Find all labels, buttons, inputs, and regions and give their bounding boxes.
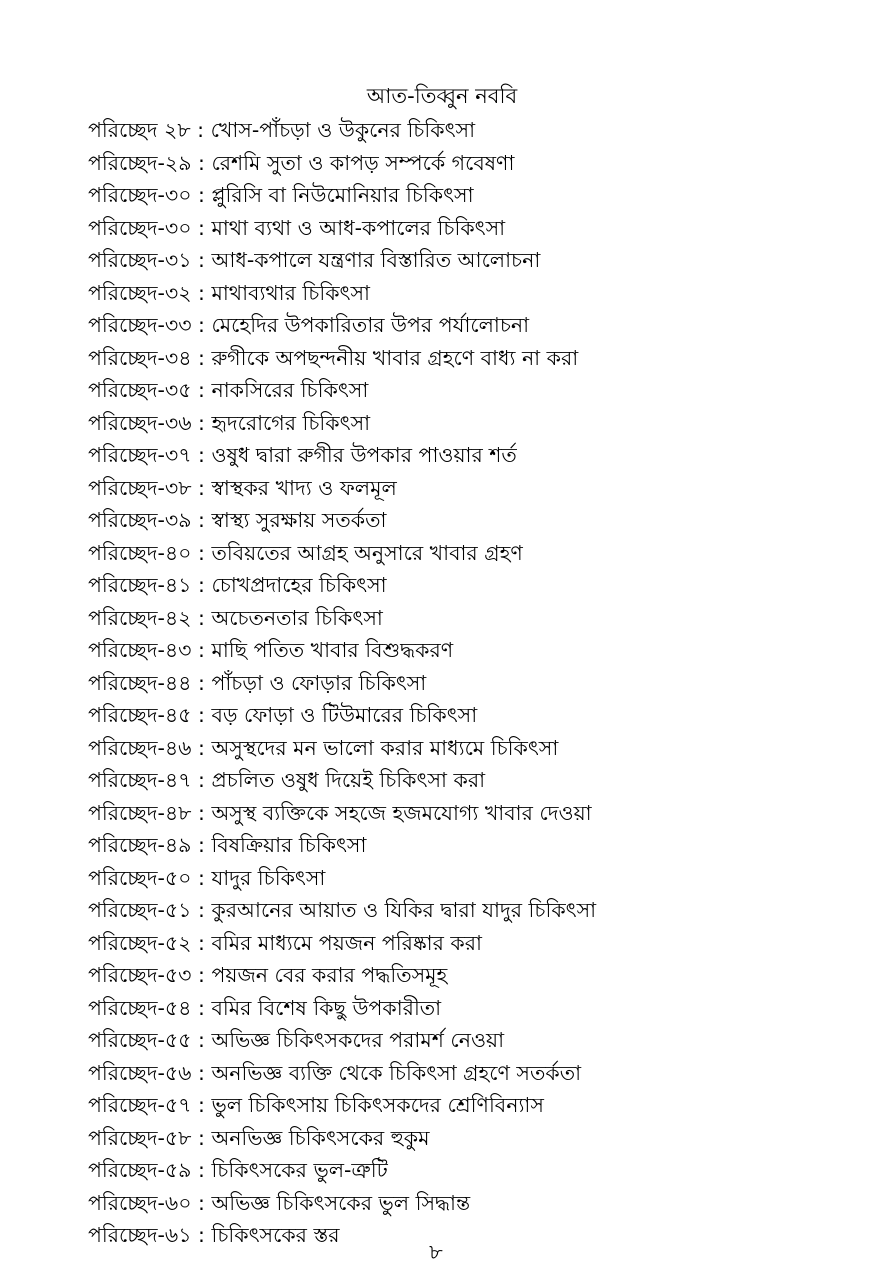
chapter-title: বিষক্রিয়ার চিকিৎসা — [211, 833, 367, 857]
chapter-separator: : — [191, 605, 212, 630]
chapter-label: পরিচ্ছেদ-৩৯ — [88, 508, 192, 532]
chapter-separator: : — [191, 638, 212, 662]
chapter-label: পরিচ্ছেদ-৩৪ — [88, 345, 192, 370]
chapter-title: চিকিৎসকের স্তর — [211, 1223, 340, 1247]
chapter-title: প্লুরিসি বা নিউমোনিয়ার চিকিৎসা — [211, 183, 474, 207]
toc-entry — [88, 829, 848, 862]
toc-entry — [88, 667, 848, 700]
chapter-label: পরিচ্ছেদ-৩০ — [88, 215, 192, 240]
toc-entry — [88, 732, 848, 765]
chapter-separator: : — [191, 735, 212, 760]
toc-entry — [88, 114, 848, 147]
toc-entry — [88, 1187, 848, 1220]
chapter-label: পরিচ্ছেদ-৩৮ — [88, 475, 192, 500]
chapter-title: অনভিজ্ঞ চিকিৎসকের হুকুম — [211, 1125, 430, 1150]
toc-entry — [88, 602, 848, 635]
toc-entry — [88, 959, 848, 992]
chapter-title: পাঁচড়া ও ফোড়ার চিকিৎসা — [211, 670, 427, 695]
chapter-label: পরিচ্ছেদ-৩৩ — [88, 313, 192, 337]
running-header: আত-তিব্বুন নববি — [366, 84, 518, 108]
chapter-separator: : — [191, 1125, 212, 1150]
chapter-title: চিকিৎসকের ভুল-ত্রুটি — [211, 1158, 388, 1182]
chapter-title: অসুস্থদের মন ভালো করার মাধ্যমে চিকিৎসা — [211, 735, 559, 760]
chapter-separator: : — [191, 508, 212, 532]
toc-entry — [88, 309, 848, 342]
chapter-label: পরিচ্ছেদ-৫২ — [88, 930, 192, 955]
chapter-title: অসুস্থ ব্যক্তিকে সহজে হজমযোগ্য খাবার দেওয়া — [211, 800, 592, 825]
chapter-separator: : — [191, 573, 212, 597]
chapter-label: পরিচ্ছেদ-৩০ — [88, 183, 192, 207]
chapter-label: পরিচ্ছেদ-৫০ — [88, 865, 192, 890]
toc-entry — [88, 179, 848, 212]
chapter-separator: : — [191, 475, 212, 500]
chapter-label: পরিচ্ছেদ-৪৩ — [88, 638, 192, 662]
chapter-label: পরিচ্ছেদ-৪৮ — [88, 800, 192, 825]
toc-entry — [88, 374, 848, 407]
chapter-separator: : — [191, 703, 212, 727]
toc-entry — [88, 1154, 848, 1187]
chapter-separator: : — [191, 313, 212, 337]
chapter-label: পরিচ্ছেদ-৫৯ — [88, 1158, 192, 1182]
chapter-separator: : — [191, 1158, 212, 1182]
chapter-separator: : — [191, 378, 212, 402]
chapter-title: হৃদরোগের চিকিৎসা — [211, 410, 371, 435]
toc-entry — [88, 1057, 848, 1090]
chapter-label: পরিচ্ছেদ ২৮ — [88, 118, 191, 142]
chapter-separator: : — [191, 898, 212, 922]
chapter-separator: : — [191, 1223, 212, 1247]
chapter-label: পরিচ্ছেদ-৫১ — [88, 898, 192, 922]
toc-entry — [88, 1122, 848, 1155]
chapter-separator: : — [191, 183, 212, 207]
chapter-label: পরিচ্ছেদ-৩৫ — [88, 378, 192, 402]
chapter-label: পরিচ্ছেদ-৫৫ — [88, 1028, 192, 1052]
toc-entry — [88, 1024, 848, 1057]
toc-entry — [88, 407, 848, 440]
chapter-separator: : — [191, 1060, 212, 1085]
chapter-title: বমির বিশেষ কিছু উপকারীতা — [211, 995, 442, 1020]
chapter-title: মাছি পতিত খাবার বিশুদ্ধকরণ — [211, 638, 454, 662]
chapter-label: পরিচ্ছেদ-৪৭ — [88, 768, 192, 792]
chapter-separator: : — [191, 1190, 212, 1215]
chapter-separator: : — [191, 1028, 212, 1052]
toc-entry — [88, 569, 848, 602]
toc-entry — [88, 927, 848, 960]
toc-entry — [88, 634, 848, 667]
chapter-label: পরিচ্ছেদ-৩১ — [88, 248, 192, 272]
chapter-separator: : — [191, 410, 212, 435]
chapter-title: বড় ফোড়া ও টিউমারের চিকিৎসা — [211, 703, 478, 727]
toc-entry — [88, 212, 848, 245]
chapter-label: পরিচ্ছেদ-৫৩ — [88, 963, 192, 987]
toc-entry — [88, 342, 848, 375]
chapter-label: পরিচ্ছেদ-৩৭ — [88, 443, 192, 467]
chapter-title: ভুল চিকিৎসায় চিকিৎসকদের শ্রেণিবিন্যাস — [211, 1093, 544, 1117]
chapter-label: পরিচ্ছেদ-৬০ — [88, 1190, 192, 1215]
chapter-title: রুগীকে অপছন্দনীয় খাবার গ্রহণে বাধ্য না করা — [211, 345, 579, 370]
chapter-separator: : — [191, 865, 212, 890]
toc-entry — [88, 992, 848, 1025]
chapter-title: মেহেদির উপকারিতার উপর পর্যালোচনা — [211, 313, 530, 337]
chapter-title: চোখপ্রদাহের চিকিৎসা — [211, 573, 387, 597]
chapter-label: পরিচ্ছেদ-৬১ — [88, 1223, 192, 1247]
chapter-separator: : — [191, 1093, 212, 1117]
chapter-separator: : — [191, 930, 212, 955]
toc-entry — [88, 277, 848, 310]
chapter-label: পরিচ্ছেদ-২৯ — [88, 150, 192, 175]
page-number: ৮ — [429, 1240, 443, 1264]
chapter-separator: : — [190, 118, 211, 142]
chapter-title: বমির মাধ্যমে পয়জন পরিষ্কার করা — [211, 930, 482, 955]
toc-entry — [88, 537, 848, 570]
chapter-title: নাকসিরের চিকিৎসা — [211, 378, 369, 402]
chapter-label: পরিচ্ছেদ-৪০ — [88, 540, 192, 565]
chapter-separator: : — [191, 150, 212, 175]
toc-entry — [88, 764, 848, 797]
chapter-separator: : — [191, 248, 212, 272]
chapter-title: অভিজ্ঞ চিকিৎসকের ভুল সিদ্ধান্ত — [211, 1190, 471, 1215]
chapter-title: যাদুর চিকিৎসা — [211, 865, 326, 890]
chapter-separator: : — [191, 670, 212, 695]
chapter-label: পরিচ্ছেদ-৩৬ — [88, 410, 192, 435]
chapter-title: স্বাস্থকর খাদ্য ও ফলমূল — [211, 475, 397, 500]
chapter-title: স্বাস্থ্য সুরক্ষায় সতর্কতা — [211, 508, 387, 532]
chapter-title: রেশমি সুতা ও কাপড় সম্পর্কে গবেষণা — [211, 150, 515, 175]
chapter-label: পরিচ্ছেদ-৪৪ — [88, 670, 192, 695]
chapter-label: পরিচ্ছেদ-৪৯ — [88, 833, 192, 857]
chapter-separator: : — [191, 345, 212, 370]
toc-entry — [88, 244, 848, 277]
chapter-separator: : — [191, 280, 212, 305]
chapter-title: ওষুধ দ্বারা রুগীর উপকার পাওয়ার শর্ত — [211, 443, 517, 467]
chapter-label: পরিচ্ছেদ-৫৪ — [88, 995, 192, 1020]
chapter-separator: : — [191, 215, 212, 240]
chapter-title: খোস-পাঁচড়া ও উকুনের চিকিৎসা — [210, 118, 476, 142]
chapter-separator: : — [191, 800, 212, 825]
chapter-separator: : — [191, 443, 212, 467]
chapter-label: পরিচ্ছেদ-৫৭ — [88, 1093, 192, 1117]
toc-entry — [88, 439, 848, 472]
table-of-contents — [88, 114, 848, 1252]
chapter-separator: : — [191, 540, 212, 565]
chapter-title: কুরআনের আয়াত ও যিকির দ্বারা যাদুর চিকিৎসা — [211, 898, 597, 922]
chapter-title: আধ-কপালে যন্ত্রণার বিস্তারিত আলোচনা — [211, 248, 541, 272]
chapter-title: মাথা ব্যথা ও আধ-কপালের চিকিৎসা — [211, 215, 506, 240]
chapter-label: পরিচ্ছেদ-৫৮ — [88, 1125, 192, 1150]
chapter-title: অনভিজ্ঞ ব্যক্তি থেকে চিকিৎসা গ্রহণে সতর্কতা — [211, 1060, 582, 1085]
toc-entry — [88, 472, 848, 505]
toc-entry — [88, 699, 848, 732]
chapter-title: অভিজ্ঞ চিকিৎসকদের পরামর্শ নেওয়া — [211, 1028, 505, 1052]
chapter-label: পরিচ্ছেদ-৪৬ — [88, 735, 192, 760]
chapter-separator: : — [191, 995, 212, 1020]
chapter-title: তবিয়তের আগ্রহ অনুসারে খাবার গ্রহণ — [211, 540, 523, 565]
chapter-separator: : — [191, 963, 212, 987]
toc-entry — [88, 894, 848, 927]
chapter-title: পয়জন বের করার পদ্ধতিসমূহ — [211, 963, 448, 987]
toc-entry — [88, 1089, 848, 1122]
chapter-label: পরিচ্ছেদ-৪২ — [88, 605, 192, 630]
chapter-label: পরিচ্ছেদ-৪৫ — [88, 703, 192, 727]
chapter-separator: : — [191, 833, 212, 857]
chapter-title: অচেতনতার চিকিৎসা — [211, 605, 383, 630]
chapter-label: পরিচ্ছেদ-৩২ — [88, 280, 192, 305]
chapter-separator: : — [191, 768, 212, 792]
chapter-label: পরিচ্ছেদ-৫৬ — [88, 1060, 192, 1085]
chapter-title: মাথাব্যথার চিকিৎসা — [211, 280, 370, 305]
chapter-title: প্রচলিত ওষুধ দিয়েই চিকিৎসা করা — [211, 768, 486, 792]
toc-entry — [88, 797, 848, 830]
chapter-label: পরিচ্ছেদ-৪১ — [88, 573, 192, 597]
toc-entry — [88, 147, 848, 180]
toc-entry — [88, 862, 848, 895]
toc-entry — [88, 504, 848, 537]
